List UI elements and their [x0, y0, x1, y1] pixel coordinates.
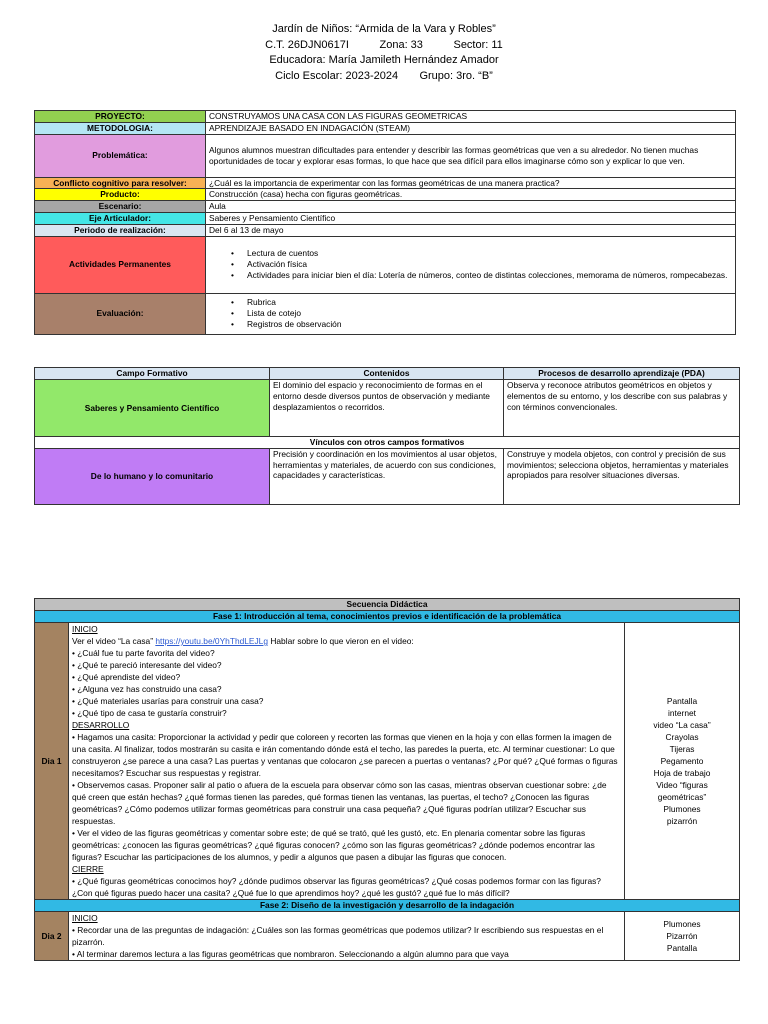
project-row: [35, 134, 736, 177]
project-row-label: Periodo de realización:: [35, 224, 206, 236]
campo-saberes-label: Saberes y Pensamiento Científico: [35, 380, 270, 437]
campo-formativo-table: [34, 367, 740, 505]
material-item: Crayolas: [665, 732, 699, 742]
evaluacion-item: • Lista de cotejo: [239, 308, 732, 319]
dia1-inicio-heading: INICIO: [72, 624, 98, 634]
dia2-item: • Recordar una de las preguntas de indagación: ¿Cuáles son las formas geométricas que podemos utilizar? Ir escribiendo sus respuestas en el pizarrón.: [72, 925, 604, 947]
dia2-inicio-heading: INICIO: [72, 913, 98, 923]
school-year-group: Ciclo Escolar: 2023-2024 Grupo: 3ro. “B”: [275, 69, 493, 82]
campo-header-row: [35, 368, 740, 380]
project-row-actividades: [35, 236, 736, 293]
pda-header: Procesos de desarrollo aprendizaje (PDA): [504, 368, 740, 380]
dia2-item: • Al terminar daremos lectura a las figuras geométricas que nombraron. Seleccionando a algún alumno para que vaya: [72, 949, 509, 959]
project-row: [35, 122, 736, 134]
school-codes: C.T. 26DJN0617I Zona: 33 Sector: 11: [265, 38, 503, 51]
project-row-label: Conflicto cognitivo para resolver:: [35, 177, 206, 189]
dia1-question: • ¿Qué aprendiste del video?: [72, 672, 181, 682]
project-row-value: Algunos alumnos muestran dificultades para entender y describir las formas geométricas que ven a su alrededor. No tienen muchas oportunidades de tocar y explorar esas formas, lo que hace que sea difícil para ellos imaginarse cómo son y explicar lo que ven.: [206, 134, 736, 177]
material-item: Pantalla: [666, 943, 698, 953]
dia1-question: • ¿Qué te pareció interesante del video?: [72, 660, 222, 670]
project-row: [35, 201, 736, 213]
project-row-label: Problemática:: [35, 134, 206, 177]
dia1-question: • ¿Qué tipo de casa te gustaría construir?: [72, 708, 227, 718]
vinculos-label: Vínculos con otros campos formativos: [35, 437, 740, 449]
fase1-title: Fase 1: Introducción al tema, conocimientos previos e identificación de la problemática: [35, 611, 740, 623]
teacher-name: Educadora: María Jamileth Hernández Amador: [269, 54, 499, 66]
material-item: geométricas”: [657, 792, 707, 802]
secuencia-title: Secuencia Didáctica: [35, 599, 740, 611]
dia1-content: [69, 623, 625, 900]
material-item: Plumones: [663, 919, 701, 929]
dia1-desarrollo-item: • Hagamos una casita: Proporcionar la actividad y pedir que coloreen y recorten las formas que vienen en la hoja y con ellas formen la imagen de una casita. Al finalizar, todos mostrarán su casita e irán comentando dónde está el techo, las paredes la puerta, etc. Al terminar cuestionar: Lo que construyeron ¿se parece a una casa? Las puertas y ventanas que colocaron ¿se parecen a puertas o ventanas? ¿Por qué? ¿Qué formas o figuras necesitamos? Escuchar sus respuestas y registrar.: [72, 732, 618, 778]
contenidos-header: Contenidos: [270, 368, 504, 380]
material-item: Pegamento: [660, 756, 704, 766]
project-row-value: Del 6 al 13 de mayo: [206, 224, 736, 236]
dia1-video-text: Ver el video “La casa”: [72, 636, 156, 646]
dia1-question: • ¿Cuál fue tu parte favorita del video?: [72, 648, 215, 658]
project-row-label: METODOLOGIA:: [35, 122, 206, 134]
fase1-row: [35, 611, 740, 623]
dia1-video-line: [72, 635, 621, 647]
actividades-list-cell: [206, 236, 736, 293]
campo-row-humano: [35, 448, 740, 504]
dia1-video-suffix: Hablar sobre lo que vieron en el video:: [268, 636, 414, 646]
project-row-value: APRENDIZAJE BASADO EN INDAGACIÓN (STEAM): [206, 122, 736, 134]
material-item: video “La casa”: [653, 720, 711, 730]
dia1-desarrollo-item: • Ver el video de las figuras geométricas y comentar sobre este; de qué se trató, qué les gustó, etc. En plenaria comentar sobre las figuras geométricas: ¿conocen las figuras geométricas? ¿qué figuras conocen? ¿cómo son las figuras geométricas? ¿dónde podemos encontrar las figuras? Escuchar las participaciones de los alumnos, y pedir a algunos que pasen a dibujar las figuras que conocen.: [72, 828, 595, 862]
evaluacion-list: [209, 297, 732, 329]
dia2-label: Dia 2: [35, 912, 69, 961]
project-row: [35, 111, 736, 123]
dia2-content: [69, 912, 625, 961]
dia1-cierre-text: • ¿Qué figuras geométricas conocimos hoy? ¿dónde pudimos observar las figuras geométricas? ¿Qué cosas podemos formar con las figuras? ¿Con qué figuras puedo hacer una casita? ¿Qué fue lo que aprendimos hoy? ¿qué les gustó? ¿qué fue lo más difícil?: [72, 876, 601, 898]
dia2-materials: [625, 912, 740, 961]
project-row-label: Eje Articulador:: [35, 212, 206, 224]
dia1-row: [35, 623, 740, 900]
evaluacion-label: Evaluación:: [35, 293, 206, 334]
project-row: [35, 177, 736, 189]
vinculos-row: [35, 437, 740, 449]
material-item: internet: [668, 708, 696, 718]
fase2-row: [35, 900, 740, 912]
material-item: Pantalla: [666, 696, 698, 706]
campo-humano-contenido: Precisión y coordinación en los movimientos al usar objetos, herramientas y materiales, de acuerdo con sus condiciones, capacidades y características.: [270, 448, 504, 504]
campo-humano-label: De lo humano y lo comunitario: [35, 448, 270, 504]
actividades-item: • Actividades para iniciar bien el día: Lotería de números, conteo de distintas colecciones, memorama de números, rompecabezas.: [239, 270, 732, 281]
project-body: [35, 111, 736, 335]
dia1-desarrollo-item: • Observemos casas. Proponer salir al patio o afuera de la escuela para observar cómo son las casas, mientras observan cuestionar sobre: ¿de qué creen que están hechas? ¿qué formas tienen las paredes, qué formas tienen las ventanas, las puertas, el techo? ¿Conocen las figuras geométricas? ¿Cómo podemos utilizar formas geométricas para construir una casa pequeña? ¿Qué figuras podrían utilizar? Escuchar sus respuestas.: [72, 780, 607, 826]
school-header: [0, 22, 768, 84]
project-row-evaluacion: [35, 293, 736, 334]
campo-header: Campo Formativo: [35, 368, 270, 380]
campo-saberes-pda: Observa y reconoce atributos geométricos en objetos y elementos de su entorno, y los describe con sus palabras y con términos convencionales.: [504, 380, 740, 437]
project-row-label: Escenario:: [35, 201, 206, 213]
material-item: pizarrón: [666, 816, 698, 826]
evaluacion-item: • Rubrica: [239, 297, 732, 308]
material-item: Pizarrón: [666, 931, 698, 941]
dia1-desarrollo-heading: DESARROLLO: [72, 720, 130, 730]
campo-humano-pda: Construye y modela objetos, con control y precisión de sus movimientos; selecciona objetos, herramientas y materiales apropiados para resolver situaciones diversas.: [504, 448, 740, 504]
dia1-question: • ¿Alguna vez has construido una casa?: [72, 684, 222, 694]
project-table: [34, 110, 736, 335]
evaluacion-list-cell: [206, 293, 736, 334]
actividades-list: [209, 248, 732, 280]
actividades-item: • Lectura de cuentos: [239, 248, 732, 259]
material-item: Hoja de trabajo: [653, 768, 711, 778]
project-row-value: Aula: [206, 201, 736, 213]
project-row: [35, 224, 736, 236]
material-item: Tijeras: [669, 744, 695, 754]
campo-saberes-contenido: El dominio del espacio y reconocimiento de formas en el entorno desde diversos puntos de observación y mediante desplazamientos o recorridos.: [270, 380, 504, 437]
secuencia-didactica-table: [34, 598, 740, 961]
evaluacion-item: • Registros de observación: [239, 319, 732, 330]
campo-row-saberes: [35, 380, 740, 437]
dia1-materials: [625, 623, 740, 900]
dia2-row: [35, 912, 740, 961]
dia1-cierre-heading: CIERRE: [72, 864, 104, 874]
dia1-video-link[interactable]: https://youtu.be/0YhThdLEJLg: [155, 636, 269, 646]
dia1-label: Dia 1: [35, 623, 69, 900]
actividades-label: Actividades Permanentes: [35, 236, 206, 293]
school-name: Jardín de Niños: “Armida de la Vara y Robles”: [272, 23, 496, 35]
project-row-label: PROYECTO:: [35, 111, 206, 123]
actividades-item: • Activación física: [239, 259, 732, 270]
project-row-value: ¿Cuál es la importancia de experimentar con las formas geométricas de una manera practica?: [206, 177, 736, 189]
project-row-value: Construcción (casa) hecha con figuras geométricas.: [206, 189, 736, 201]
fase2-title: Fase 2: Diseño de la investigación y desarrollo de la indagación: [35, 900, 740, 912]
project-row-value: Saberes y Pensamiento Científico: [206, 212, 736, 224]
project-row-label: Producto:: [35, 189, 206, 201]
dia1-question: • ¿Qué materiales usarías para construir una casa?: [72, 696, 264, 706]
secuencia-title-row: [35, 599, 740, 611]
project-row-value: CONSTRUYAMOS UNA CASA CON LAS FIGURAS GEOMETRICAS: [206, 111, 736, 123]
material-item: Plumones: [663, 804, 701, 814]
project-row: [35, 212, 736, 224]
project-row: [35, 189, 736, 201]
material-item: Video “figuras: [656, 780, 708, 790]
